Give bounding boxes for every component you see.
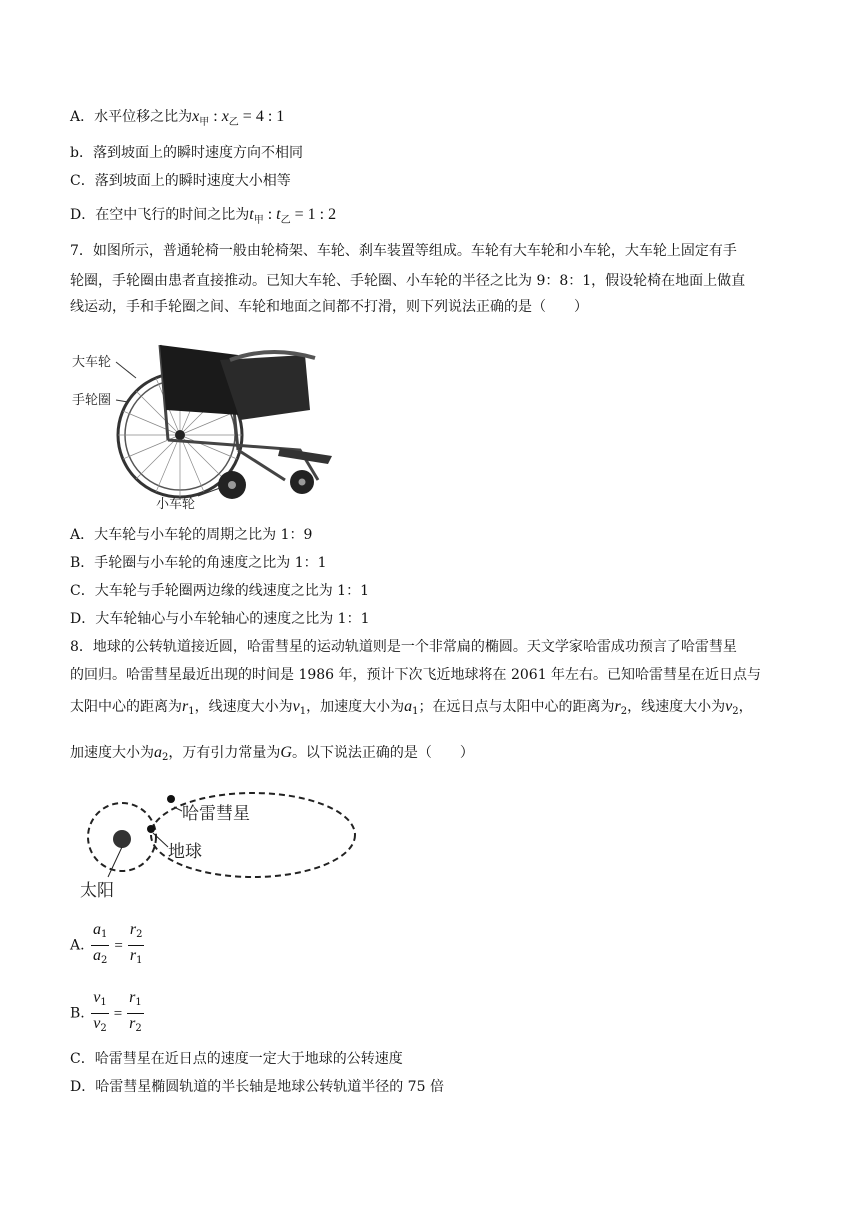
q7-option-b: B．手轮圈与小车轮的角速度之比为 1：1 bbox=[70, 555, 327, 571]
label-sun: 太阳 bbox=[80, 881, 114, 900]
q6-option-b: b．落到坡面上的瞬时速度方向不相同 bbox=[70, 145, 303, 161]
q8-option-b: B. $\frac{v_1}{v_2}$ = $\frac{r_1}{r_2}$ bbox=[70, 988, 146, 1039]
q8-stem-line4: 加速度大小为$a_2$，万有引力常量为G。以下说法正确的是（ ） bbox=[70, 744, 474, 763]
fraction-r2-r1: $\frac{r_2}{r_1}$ bbox=[129, 921, 143, 966]
comet-dot bbox=[167, 795, 175, 803]
q8-stem-line1: 8．地球的公转轨道接近圆，哈雷彗星的运动轨道则是一个非常扁的椭圆。天文学家哈雷成功预言了哈雷彗星 bbox=[70, 639, 737, 655]
fraction-v1-v2: $\frac{v_1}{v_2}$ bbox=[93, 989, 107, 1034]
q7-stem-line1: 7．如图所示，普通轮椅一般由轮椅架、车轮、刹车装置等组成。车轮有大车轮和小车轮，大车轮上固定有手 bbox=[70, 243, 737, 259]
q7-option-a: A．大车轮与小车轮的周期之比为 1：9 bbox=[70, 527, 313, 543]
footrest bbox=[278, 448, 332, 464]
q8-option-a: A. $\frac{a_1}{a_2}$ = $\frac{r_2}{r_1}$ bbox=[70, 920, 146, 971]
label-hand-rim: 手轮圈 bbox=[72, 393, 112, 408]
earth-dot bbox=[147, 825, 155, 833]
q7-stem-line3: 线运动，手和手轮圈之间、车轮和地面之间都不打滑，则下列说法正确的是（ ） bbox=[70, 299, 588, 315]
q7-option-d: D．大车轮轴心与小车轮轴心的速度之比为 1：1 bbox=[70, 611, 370, 627]
q6-option-d: D．在空中飞行的时间之比为$t_甲$ : $t_乙 = 1$ : 2 bbox=[70, 206, 337, 226]
q7-stem-line2: 轮圈，手轮圈由患者直接推动。已知大车轮、手轮圈、小车轮的半径之比为 9：8：1，假设轮椅在地面上做直 bbox=[70, 273, 746, 289]
q8-stem-line2: 的回归。哈雷彗星最近出现的时间是 1986 年，预计下次飞近地球将在 2061 年左右。已知哈雷彗星在近日点与 bbox=[70, 667, 762, 683]
q6-option-c: C．落到坡面上的瞬时速度大小相等 bbox=[70, 173, 291, 189]
fraction-r1-r2: $\frac{r_1}{r_2}$ bbox=[129, 989, 142, 1034]
q6-option-a: A．水平位移之比为$x_甲$ : $x_乙 = 4$ : 1 bbox=[70, 108, 285, 128]
q8-option-c: C．哈雷彗星在近日点的速度一定大于地球的公转速度 bbox=[70, 1051, 403, 1067]
q8-option-d: D．哈雷彗星椭圆轨道的半长轴是地球公转轨道半径的 75 倍 bbox=[70, 1079, 444, 1095]
label-earth: 地球 bbox=[168, 842, 202, 862]
wheelchair-figure bbox=[70, 330, 345, 515]
orbit-figure bbox=[70, 785, 365, 900]
label-comet: 哈雷彗星 bbox=[182, 804, 250, 824]
sun-dot bbox=[113, 830, 131, 848]
label-small-wheel: 小车轮 bbox=[156, 497, 196, 512]
small-wheel-drawing bbox=[218, 470, 314, 499]
q7-option-c: C．大车轮与手轮圈两边缘的线速度之比为 1：1 bbox=[70, 583, 369, 599]
label-big-wheel: 大车轮 bbox=[72, 355, 112, 370]
fraction-a1-a2: $\frac{a_1}{a_2}$ bbox=[93, 921, 108, 966]
q8-stem-line3: 太阳中心的距离为$r_1$，线速度大小为$v_1$，加速度大小为$a_1$；在远日点与太阳中心的距离为$r_2$，线速度大小为$v_2$， bbox=[70, 698, 753, 717]
